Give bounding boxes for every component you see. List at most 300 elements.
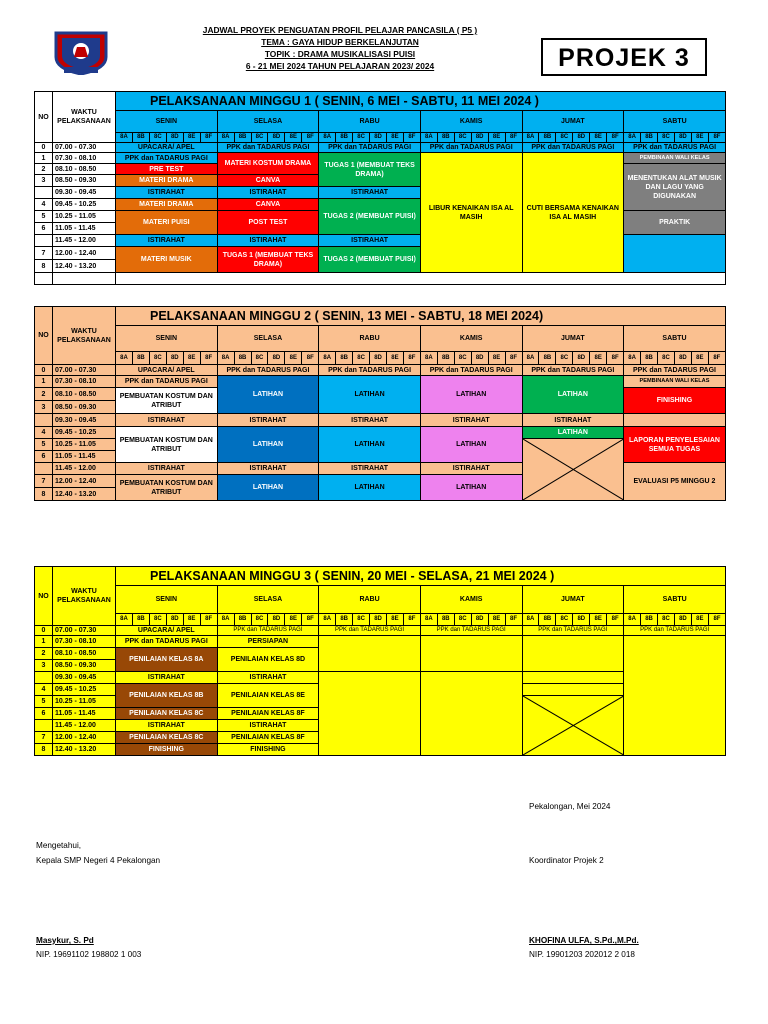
row-no: 6 bbox=[35, 708, 53, 720]
header-line-4: 6 - 21 MEI 2024 TAHUN PELAJARAN 2023/ 2024 bbox=[245, 61, 435, 71]
day-header: SELASA bbox=[217, 586, 319, 614]
week1-table bbox=[34, 91, 726, 285]
row-time: 09.30 - 09.45 bbox=[53, 414, 116, 427]
cell-empty bbox=[522, 672, 624, 684]
row-time: 10.25 - 11.05 bbox=[53, 211, 116, 223]
class-code: 8F bbox=[403, 133, 420, 143]
day-header: SENIN bbox=[116, 326, 218, 352]
cell-tugas1: TUGAS 1 (MEMBUAT TEKS DRAMA) bbox=[217, 247, 319, 273]
class-code: 8D bbox=[573, 614, 590, 626]
cell-praktik: PRAKTIK bbox=[624, 211, 726, 235]
cell-ppk: PPK dan TADARUS PAGI bbox=[319, 143, 421, 153]
row-no: 8 bbox=[35, 744, 53, 756]
class-code: 8E bbox=[387, 352, 404, 365]
header-line-3: TOPIK : DRAMA MUSIKALISASI PUISI bbox=[264, 49, 416, 59]
week1-title: PELAKSANAAN MINGGU 1 ( SENIN, 6 MEI - SABTU, 11 MEI 2024 ) bbox=[116, 92, 726, 111]
koordinator-nip: NIP. 19901203 202012 2 018 bbox=[529, 950, 635, 959]
class-code: 8E bbox=[488, 133, 505, 143]
cell-libur: LIBUR KENAIKAN ISA AL MASIH bbox=[420, 153, 522, 273]
row-time: 12.40 - 13.20 bbox=[53, 260, 116, 273]
class-code: 8A bbox=[116, 614, 133, 626]
cell-istirahat: ISTIRAHAT bbox=[116, 235, 218, 247]
class-code: 8A bbox=[217, 352, 234, 365]
koordinator-name: KHOFINA ULFA, S.Pd.,M.Pd. bbox=[529, 936, 639, 945]
cell-tugas2: TUGAS 2 (MEMBUAT PUISI) bbox=[319, 247, 421, 273]
row-time: 11.45 - 12.00 bbox=[53, 720, 116, 732]
no-header: NO bbox=[35, 567, 53, 626]
class-code: 8D bbox=[370, 352, 387, 365]
class-code: 8B bbox=[234, 614, 251, 626]
row-no: 7 bbox=[35, 247, 53, 260]
class-code: 8B bbox=[336, 352, 353, 365]
class-code: 8B bbox=[539, 352, 556, 365]
class-code: 8A bbox=[319, 614, 336, 626]
class-code: 8E bbox=[285, 352, 302, 365]
cell-penilaian-8b: PENILAIAN KELAS 8B bbox=[116, 684, 218, 708]
day-header: JUMAT bbox=[522, 326, 624, 352]
row-time: 09.45 - 10.25 bbox=[53, 684, 116, 696]
cell-latihan: LATIHAN bbox=[522, 427, 624, 439]
class-code: 8A bbox=[522, 614, 539, 626]
cell-pembinaan: PEMBINAAN WALI KELAS bbox=[624, 376, 726, 388]
class-code: 8E bbox=[691, 133, 708, 143]
cell-laporan: LAPORAN PENYELESAIAN SEMUA TUGAS bbox=[624, 427, 726, 463]
cell-penilaian-8f: PENILAIAN KELAS 8F bbox=[217, 732, 319, 744]
class-code: 8C bbox=[454, 352, 471, 365]
no-header: NO bbox=[35, 92, 53, 143]
row-time: 08.10 - 08.50 bbox=[53, 388, 116, 401]
class-code: 8A bbox=[217, 133, 234, 143]
row-no: 6 bbox=[35, 451, 53, 463]
row-time: 07.00 - 07.30 bbox=[53, 143, 116, 153]
cell-ppk: PPK dan TADARUS PAGI bbox=[217, 365, 319, 376]
cell-penilaian-8a: PENILAIAN KELAS 8A bbox=[116, 648, 218, 672]
class-code: 8A bbox=[624, 133, 641, 143]
week3-table bbox=[34, 566, 726, 756]
class-code: 8F bbox=[505, 352, 522, 365]
cell-empty bbox=[624, 235, 726, 273]
waktu-header: WAKTU PELAKSANAAN bbox=[53, 307, 116, 365]
class-code: 8C bbox=[251, 614, 268, 626]
class-code: 8D bbox=[471, 352, 488, 365]
day-header: RABU bbox=[319, 326, 421, 352]
projek-title: PROJEK 3 bbox=[541, 38, 707, 76]
row-no: 1 bbox=[35, 376, 53, 388]
class-code: 8A bbox=[319, 133, 336, 143]
class-code: 8A bbox=[522, 133, 539, 143]
cell-upacara: UPACARA/ APEL bbox=[116, 365, 218, 376]
cell-empty bbox=[522, 636, 624, 672]
cell-istirahat: ISTIRAHAT bbox=[319, 235, 421, 247]
row-no: 2 bbox=[35, 164, 53, 175]
class-code: 8E bbox=[691, 352, 708, 365]
class-code: 8B bbox=[539, 614, 556, 626]
cell-penilaian-8f: PENILAIAN KELAS 8F bbox=[217, 708, 319, 720]
cell-istirahat: ISTIRAHAT bbox=[116, 720, 218, 732]
row-no: 5 bbox=[35, 211, 53, 223]
class-code: 8C bbox=[658, 352, 675, 365]
row-no: 1 bbox=[35, 153, 53, 164]
row-time: 09.45 - 10.25 bbox=[53, 427, 116, 439]
row-no bbox=[35, 187, 53, 199]
cell-ppk: PPK dan TADARUS PAGI bbox=[420, 626, 522, 636]
row-time: 11.45 - 12.00 bbox=[53, 235, 116, 247]
class-code: 8D bbox=[166, 133, 183, 143]
cell-ppk: PPK dan TADARUS PAGI bbox=[522, 143, 624, 153]
class-row bbox=[35, 614, 726, 626]
class-code: 8F bbox=[607, 352, 624, 365]
class-code: 8F bbox=[505, 133, 522, 143]
cell-kostum: PEMBUATAN KOSTUM DAN ATRIBUT bbox=[116, 388, 218, 414]
cell-empty bbox=[624, 414, 726, 427]
class-code: 8C bbox=[556, 614, 573, 626]
class-code: 8E bbox=[387, 133, 404, 143]
class-code: 8D bbox=[268, 133, 285, 143]
cell-istirahat: ISTIRAHAT bbox=[217, 672, 319, 684]
day-header: RABU bbox=[319, 586, 421, 614]
cell-latihan: LATIHAN bbox=[217, 427, 319, 463]
cell-materi-drama: MATERI DRAMA bbox=[116, 199, 218, 211]
class-code: 8F bbox=[200, 133, 217, 143]
class-code: 8B bbox=[336, 614, 353, 626]
row-no: 7 bbox=[35, 732, 53, 744]
row-no: 0 bbox=[35, 365, 53, 376]
class-code: 8E bbox=[691, 614, 708, 626]
cell-empty bbox=[420, 672, 522, 756]
class-code: 8C bbox=[149, 352, 166, 365]
class-code: 8D bbox=[166, 614, 183, 626]
row-no: 2 bbox=[35, 388, 53, 401]
class-code: 8F bbox=[403, 614, 420, 626]
row-time: 12.00 - 12.40 bbox=[53, 247, 116, 260]
class-code: 8C bbox=[658, 614, 675, 626]
day-header: KAMIS bbox=[420, 326, 522, 352]
row-no: 1 bbox=[35, 636, 53, 648]
row-no bbox=[35, 720, 53, 732]
row-time: 11.05 - 11.45 bbox=[53, 223, 116, 235]
waktu-header: WAKTU PELAKSANAAN bbox=[53, 567, 116, 626]
row-no bbox=[35, 235, 53, 247]
cell-latihan: LATIHAN bbox=[420, 376, 522, 414]
class-code: 8A bbox=[624, 614, 641, 626]
class-code: 8D bbox=[268, 614, 285, 626]
day-header: SABTU bbox=[624, 326, 726, 352]
class-code: 8F bbox=[302, 614, 319, 626]
cell-ppk: PPK dan TADARUS PAGI bbox=[420, 143, 522, 153]
school-logo bbox=[52, 27, 110, 75]
class-code: 8C bbox=[251, 352, 268, 365]
class-code: 8E bbox=[488, 614, 505, 626]
cell-penilaian-8d: PENILAIAN KELAS 8D bbox=[217, 648, 319, 672]
row-time: 11.45 - 12.00 bbox=[53, 463, 116, 475]
row-no: 7 bbox=[35, 475, 53, 488]
cell-istirahat: ISTIRAHAT bbox=[420, 463, 522, 475]
row-no bbox=[35, 414, 53, 427]
class-code: 8C bbox=[353, 614, 370, 626]
day-header: JUMAT bbox=[522, 111, 624, 133]
row-no bbox=[35, 463, 53, 475]
class-code: 8B bbox=[539, 133, 556, 143]
row-no: 0 bbox=[35, 626, 53, 636]
class-code: 8D bbox=[471, 614, 488, 626]
class-code: 8E bbox=[590, 352, 607, 365]
class-code: 8B bbox=[132, 352, 149, 365]
cell-istirahat: ISTIRAHAT bbox=[217, 187, 319, 199]
cell-istirahat: ISTIRAHAT bbox=[116, 187, 218, 199]
class-code: 8E bbox=[590, 614, 607, 626]
cell-istirahat: ISTIRAHAT bbox=[217, 720, 319, 732]
class-code: 8A bbox=[217, 614, 234, 626]
cell-pretest: PRE TEST bbox=[116, 164, 218, 175]
header-line-1: JADWAL PROYEK PENGUATAN PROFIL PELAJAR PANCASILA ( P5 ) bbox=[202, 25, 478, 35]
row-no: 8 bbox=[35, 260, 53, 273]
row-no: 3 bbox=[35, 660, 53, 672]
cell-istirahat: ISTIRAHAT bbox=[217, 463, 319, 475]
class-code: 8A bbox=[116, 133, 133, 143]
cell-latihan: LATIHAN bbox=[217, 475, 319, 501]
cell-ppk: PPK dan TADARUS PAGI bbox=[217, 143, 319, 153]
class-code: 8C bbox=[353, 352, 370, 365]
class-code: 8D bbox=[674, 133, 691, 143]
class-code: 8C bbox=[454, 614, 471, 626]
class-code: 8D bbox=[471, 133, 488, 143]
cell-finishing: FINISHING bbox=[624, 388, 726, 414]
day-header: SENIN bbox=[116, 586, 218, 614]
row-time: 12.00 - 12.40 bbox=[53, 732, 116, 744]
spacer bbox=[116, 273, 726, 285]
week3-title: PELAKSANAAN MINGGU 3 ( SENIN, 20 MEI - SELASA, 21 MEI 2024 ) bbox=[116, 567, 726, 586]
no-header: NO bbox=[35, 307, 53, 365]
cell-latihan: LATIHAN bbox=[319, 376, 421, 414]
class-code: 8C bbox=[149, 133, 166, 143]
row-time: 07.30 - 08.10 bbox=[53, 153, 116, 164]
row-no: 0 bbox=[35, 143, 53, 153]
class-code: 8F bbox=[607, 614, 624, 626]
row-time: 10.25 - 11.05 bbox=[53, 439, 116, 451]
class-code: 8D bbox=[573, 133, 590, 143]
cell-menentukan: MENENTUKAN ALAT MUSIK DAN LAGU YANG DIGUNAKAN bbox=[624, 164, 726, 211]
cell-penilaian-8c: PENILAIAN KELAS 8C bbox=[116, 708, 218, 720]
cell-ppk: PPK dan TADARUS PAGI bbox=[116, 376, 218, 388]
class-code: 8B bbox=[234, 133, 251, 143]
mengetahui-label: Mengetahui, bbox=[36, 841, 82, 850]
header-line-2: TEMA : GAYA HIDUP BERKELANJUTAN bbox=[261, 37, 419, 47]
cell-canva: CANVA bbox=[217, 175, 319, 187]
class-code: 8D bbox=[674, 352, 691, 365]
class-code: 8E bbox=[285, 614, 302, 626]
class-code: 8D bbox=[573, 352, 590, 365]
day-header: SABTU bbox=[624, 111, 726, 133]
day-header: KAMIS bbox=[420, 111, 522, 133]
row-no: 4 bbox=[35, 684, 53, 696]
cell-post-test: POST TEST bbox=[217, 211, 319, 235]
class-code: 8C bbox=[251, 133, 268, 143]
cell-istirahat: ISTIRAHAT bbox=[217, 235, 319, 247]
class-code: 8C bbox=[353, 133, 370, 143]
row-time: 08.10 - 08.50 bbox=[53, 648, 116, 660]
row-no: 3 bbox=[35, 401, 53, 414]
class-code: 8F bbox=[607, 133, 624, 143]
waktu-header: WAKTU PELAKSANAAN bbox=[53, 92, 116, 143]
cell-pembinaan: PEMBINAAN WALI KELAS bbox=[624, 153, 726, 164]
cell-materi-musik: MATERI MUSIK bbox=[116, 247, 218, 273]
class-code: 8F bbox=[200, 352, 217, 365]
cell-latihan: LATIHAN bbox=[420, 475, 522, 501]
cell-latihan: LATIHAN bbox=[522, 376, 624, 414]
class-code: 8E bbox=[387, 614, 404, 626]
row-time: 12.40 - 13.20 bbox=[53, 488, 116, 501]
cell-ppk: PPK dan TADARUS PAGI bbox=[217, 626, 319, 636]
class-code: 8E bbox=[183, 614, 200, 626]
cell-upacara: UPACARA/ APEL bbox=[116, 626, 218, 636]
row-no: 3 bbox=[35, 175, 53, 187]
cell-kostum: PEMBUATAN KOSTUM DAN ATRIBUT bbox=[116, 427, 218, 463]
row-time: 08.50 - 09.30 bbox=[53, 175, 116, 187]
class-code: 8F bbox=[708, 133, 725, 143]
class-code: 8A bbox=[420, 614, 437, 626]
row-no: 8 bbox=[35, 488, 53, 501]
class-code: 8F bbox=[708, 614, 725, 626]
class-code: 8E bbox=[488, 352, 505, 365]
class-code: 8B bbox=[641, 133, 658, 143]
class-code: 8C bbox=[149, 614, 166, 626]
class-code: 8F bbox=[505, 614, 522, 626]
kepala-title: Kepala SMP Negeri 4 Pekalongan bbox=[36, 856, 161, 865]
row-time: 07.00 - 07.30 bbox=[53, 626, 116, 636]
cell-istirahat: ISTIRAHAT bbox=[116, 672, 218, 684]
cell-crossed-out bbox=[522, 696, 624, 756]
class-code: 8A bbox=[116, 352, 133, 365]
cell-crossed-out bbox=[522, 439, 624, 501]
row-time: 09.30 - 09.45 bbox=[53, 672, 116, 684]
row-time: 12.40 - 13.20 bbox=[53, 744, 116, 756]
class-code: 8D bbox=[166, 352, 183, 365]
cell-ppk: PPK dan TADARUS PAGI bbox=[319, 365, 421, 376]
cell-istirahat: ISTIRAHAT bbox=[116, 463, 218, 475]
class-code: 8D bbox=[370, 614, 387, 626]
cell-empty bbox=[522, 684, 624, 696]
class-code: 8F bbox=[200, 614, 217, 626]
cell-istirahat: ISTIRAHAT bbox=[116, 414, 218, 427]
cell-latihan: LATIHAN bbox=[420, 427, 522, 463]
cell-istirahat: ISTIRAHAT bbox=[217, 414, 319, 427]
class-code: 8B bbox=[132, 133, 149, 143]
cell-empty bbox=[624, 636, 726, 756]
row-time: 08.10 - 08.50 bbox=[53, 164, 116, 175]
row-no: 2 bbox=[35, 648, 53, 660]
day-header: SELASA bbox=[217, 111, 319, 133]
cell-latihan: LATIHAN bbox=[217, 376, 319, 414]
class-code: 8F bbox=[708, 352, 725, 365]
class-code: 8B bbox=[437, 352, 454, 365]
class-code: 8E bbox=[285, 133, 302, 143]
class-code: 8F bbox=[403, 352, 420, 365]
class-code: 8A bbox=[319, 352, 336, 365]
cell-cuti: CUTI BERSAMA KENAIKAN ISA AL MASIH bbox=[522, 153, 624, 273]
cell-empty bbox=[319, 636, 421, 672]
row-no: 6 bbox=[35, 223, 53, 235]
class-code: 8B bbox=[641, 352, 658, 365]
cell-finishing: FINISHING bbox=[116, 744, 218, 756]
cell-materi-puisi: MATERI PUISI bbox=[116, 211, 218, 235]
cell-ppk: PPK dan TADARUS PAGI bbox=[624, 626, 726, 636]
cell-tugas1: TUGAS 1 (MEMBUAT TEKS DRAMA) bbox=[319, 153, 421, 187]
row-time: 11.05 - 11.45 bbox=[53, 451, 116, 463]
row-no: 5 bbox=[35, 696, 53, 708]
place-date: Pekalongan, Mei 2024 bbox=[529, 802, 611, 811]
cell-materi-kostum: MATERI KOSTUM DRAMA bbox=[217, 153, 319, 175]
row-no: 5 bbox=[35, 439, 53, 451]
kepala-name: Masykur, S. Pd bbox=[36, 936, 94, 945]
cell-ppk: PPK dan TADARUS PAGI bbox=[624, 143, 726, 153]
cell-kostum: PEMBUATAN KOSTUM DAN ATRIBUT bbox=[116, 475, 218, 501]
class-code: 8A bbox=[522, 352, 539, 365]
spacer bbox=[35, 273, 53, 285]
day-header: JUMAT bbox=[522, 586, 624, 614]
row-time: 07.00 - 07.30 bbox=[53, 365, 116, 376]
cell-istirahat: ISTIRAHAT bbox=[319, 414, 421, 427]
class-row bbox=[35, 133, 726, 143]
cell-ppk: PPK dan TADARUS PAGI bbox=[116, 636, 218, 648]
class-code: 8B bbox=[641, 614, 658, 626]
cell-persiapan: PERSIAPAN bbox=[217, 636, 319, 648]
row-time: 08.50 - 09.30 bbox=[53, 660, 116, 672]
class-code: 8B bbox=[437, 614, 454, 626]
class-code: 8E bbox=[183, 352, 200, 365]
row-time: 10.25 - 11.05 bbox=[53, 696, 116, 708]
class-code: 8B bbox=[336, 133, 353, 143]
kepala-nip: NIP. 19691102 198802 1 003 bbox=[36, 950, 142, 959]
row-time: 09.45 - 10.25 bbox=[53, 199, 116, 211]
cell-evaluasi: EVALUASI P5 MINGGU 2 bbox=[624, 463, 726, 501]
cell-empty bbox=[319, 672, 421, 756]
cell-istirahat: ISTIRAHAT bbox=[420, 414, 522, 427]
cell-latihan: LATIHAN bbox=[319, 475, 421, 501]
class-code: 8F bbox=[302, 133, 319, 143]
day-header: SABTU bbox=[624, 586, 726, 614]
class-code: 8C bbox=[556, 133, 573, 143]
cell-finishing: FINISHING bbox=[217, 744, 319, 756]
cell-latihan: LATIHAN bbox=[319, 427, 421, 463]
week2-table bbox=[34, 306, 726, 501]
cell-upacara: UPACARA/ APEL bbox=[116, 143, 218, 153]
row-time: 12.00 - 12.40 bbox=[53, 475, 116, 488]
class-code: 8B bbox=[234, 352, 251, 365]
class-code: 8D bbox=[674, 614, 691, 626]
class-code: 8A bbox=[624, 352, 641, 365]
row-time: 11.05 - 11.45 bbox=[53, 708, 116, 720]
cell-tugas2: TUGAS 2 (MEMBUAT PUISI) bbox=[319, 199, 421, 235]
cell-ppk: PPK dan TADARUS PAGI bbox=[420, 365, 522, 376]
cell-ppk: PPK dan TADARUS PAGI bbox=[116, 153, 218, 164]
class-code: 8D bbox=[268, 352, 285, 365]
cell-ppk: PPK dan TADARUS PAGI bbox=[319, 626, 421, 636]
row-time: 07.30 - 08.10 bbox=[53, 636, 116, 648]
cell-empty bbox=[420, 636, 522, 672]
class-code: 8C bbox=[658, 133, 675, 143]
class-code: 8E bbox=[183, 133, 200, 143]
class-code: 8F bbox=[302, 352, 319, 365]
row-no: 4 bbox=[35, 427, 53, 439]
cell-istirahat: ISTIRAHAT bbox=[319, 187, 421, 199]
class-code: 8A bbox=[420, 133, 437, 143]
day-header: SELASA bbox=[217, 326, 319, 352]
day-header: RABU bbox=[319, 111, 421, 133]
document-header bbox=[160, 24, 520, 72]
cell-penilaian-8e: PENILAIAN KELAS 8E bbox=[217, 684, 319, 708]
row-no: 4 bbox=[35, 199, 53, 211]
class-row bbox=[35, 352, 726, 365]
